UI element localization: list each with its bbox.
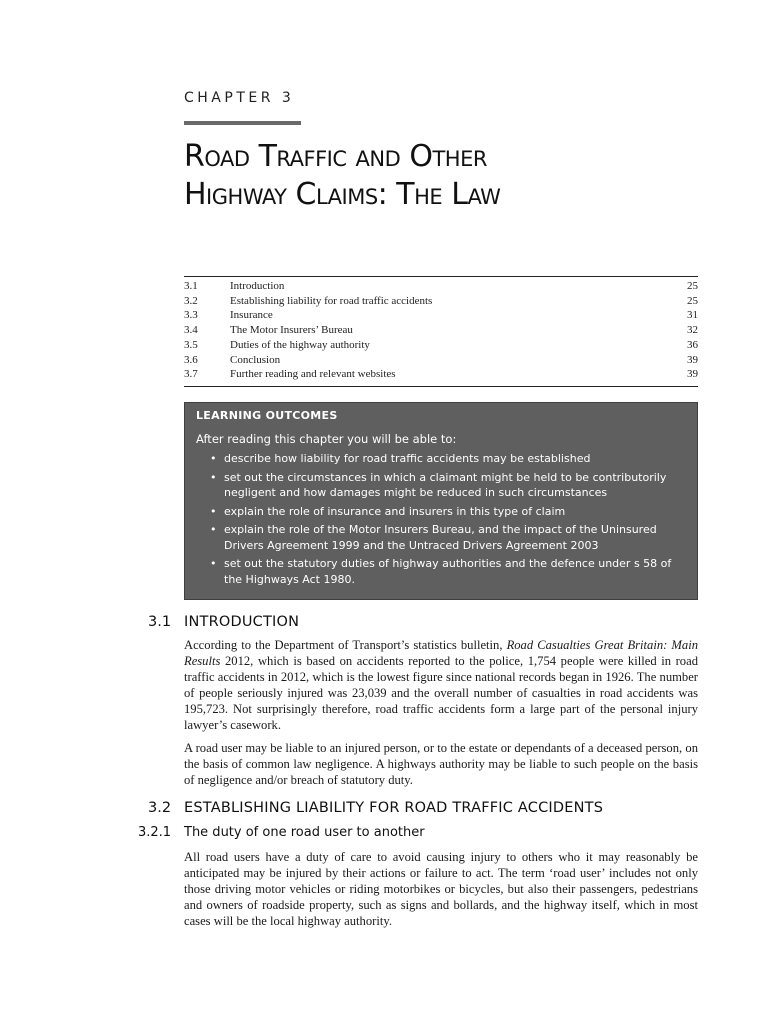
toc-title: Further reading and relevant websites xyxy=(230,368,396,381)
learning-outcome-item: • explain the role of the Motor Insurers Bureau, and the impact of the Uninsured Drivers Agreement 1999 and the Untraced Drivers Agreement 2003 xyxy=(210,522,686,553)
table-of-contents xyxy=(184,276,698,387)
toc-page: 25 xyxy=(687,280,698,292)
toc-number: 3.5 xyxy=(184,338,198,351)
toc-title: Insurance xyxy=(230,309,273,322)
learning-outcomes-list xyxy=(196,451,686,587)
toc-row[interactable] xyxy=(184,338,698,353)
toc-row[interactable] xyxy=(184,323,698,338)
section-heading: INTRODUCTION xyxy=(184,614,300,630)
toc-title: Conclusion xyxy=(230,353,281,366)
toc-page: 39 xyxy=(687,353,698,366)
toc-number: 3.3 xyxy=(184,309,198,322)
paragraph-text: According to the Department of Transport’s statistics bulletin, xyxy=(184,638,507,652)
publication-title: Road Casualties Great Britain: Main Results xyxy=(184,638,698,668)
learning-outcome-item: • set out the circumstances in which a claimant might be held to be contributorily negligent and how damages might be reduced in such circumstances xyxy=(210,470,686,501)
learning-outcome-item: • describe how liability for road traffic accidents may be established xyxy=(210,451,686,467)
toc-number: 3.2 xyxy=(184,294,198,307)
toc-title: Introduction xyxy=(230,280,285,292)
toc-row[interactable] xyxy=(184,308,698,323)
section-number: 3.2 xyxy=(148,800,172,816)
chapter-title xyxy=(184,138,724,214)
body-paragraph: A road user may be liable to an injured person, or to the estate or dependants of a deceased person, on the basis of common law negligence. A highways authority may be liable to such people on the basis of negligence and/or breach of statutory duty. xyxy=(184,741,698,787)
section-heading: ESTABLISHING LIABILITY FOR ROAD TRAFFIC ACCIDENTS xyxy=(184,800,604,816)
toc-number: 3.6 xyxy=(184,353,198,366)
section-number: 3.1 xyxy=(148,614,172,630)
toc-page: 31 xyxy=(687,309,698,322)
body-paragraph: All road users have a duty of care to avoid causing injury to others who it may reasonably be anticipated may be injured by their actions or failure to act. The term ‘road user’ includes not only those driving motor vehicles or riding motorbikes or bicycles, but also their passengers, pedestrians and owners of roadside property, such as signs and bollards, and the highway itself, which in most cases will be the local highway authority. xyxy=(184,850,698,928)
body-paragraph xyxy=(184,637,698,733)
chapter-title-line-2: Highway Claims: The Law xyxy=(184,177,501,212)
subsection-heading: The duty of one road user to another xyxy=(184,825,425,840)
learning-outcome-item: • explain the role of insurance and insurers in this type of claim xyxy=(210,504,686,520)
learning-outcomes-box xyxy=(184,402,698,600)
toc-row[interactable] xyxy=(184,367,698,382)
learning-outcome-item: • set out the statutory duties of highway authorities and the defence under s 58 of the Highways Act 1980. xyxy=(210,556,686,587)
toc-row[interactable] xyxy=(184,279,698,294)
learning-outcomes-heading: LEARNING OUTCOMES xyxy=(196,409,338,422)
toc-page: 32 xyxy=(687,324,698,337)
toc-title: Establishing liability for road traffic accidents xyxy=(230,294,433,307)
toc-row[interactable] xyxy=(184,353,698,368)
toc-title: The Motor Insurers’ Bureau xyxy=(230,324,353,337)
paragraph-text: 2012, which is based on accidents reported to the police, 1,754 people were killed in road traffic accidents in 2012, which is the lowest figure since national records began in 1926. The number of people seriously injured was 23,039 and the overall number of casualties in road accidents was 195,723. Not surprisingly therefore, road traffic accidents form a large part of the personal injury lawyer’s casework. xyxy=(184,654,698,732)
toc-number: 3.4 xyxy=(184,324,198,337)
chapter-title-line-1: Road Traffic and Other xyxy=(184,139,487,174)
toc-page: 36 xyxy=(687,338,698,351)
toc-page: 25 xyxy=(687,294,698,307)
toc-title: Duties of the highway authority xyxy=(230,338,370,351)
subsection-number: 3.2.1 xyxy=(138,825,172,840)
toc-page: 39 xyxy=(687,368,698,381)
toc-number: 3.1 xyxy=(184,280,198,292)
toc-row[interactable] xyxy=(184,294,698,309)
toc-number: 3.7 xyxy=(184,368,198,381)
learning-outcomes-intro: After reading this chapter you will be able to: xyxy=(196,432,457,446)
chapter-label: CHAPTER 3 xyxy=(184,90,295,106)
chapter-rule xyxy=(184,121,301,125)
